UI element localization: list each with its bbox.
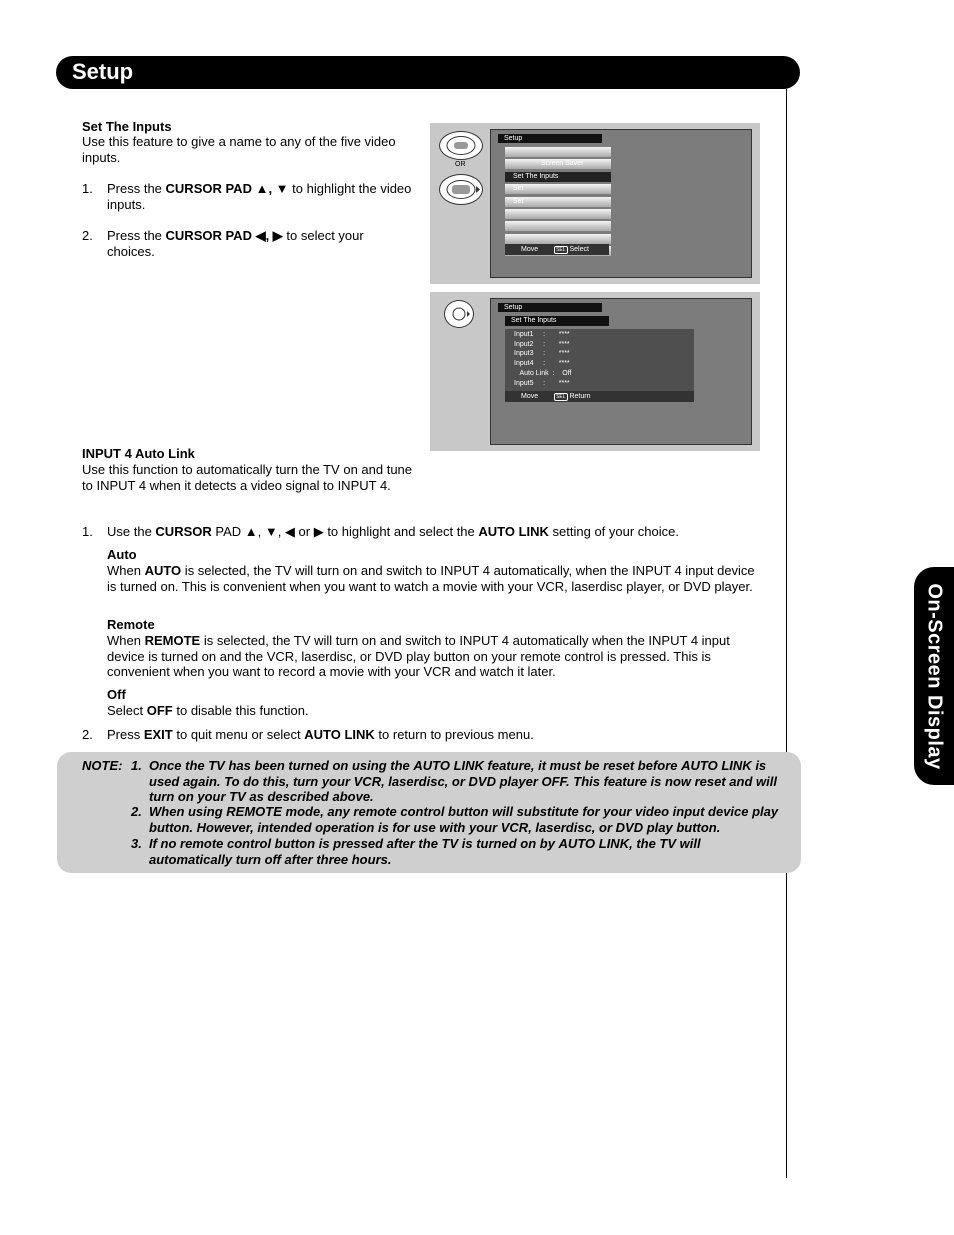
sel-button-icon: SEL bbox=[556, 394, 566, 400]
cursor-pad-horizontal-icon bbox=[439, 174, 483, 205]
option-text-auto: When AUTO is selected, the TV will turn on and switch to INPUT 4 automatically, when the INPUT 4 input device is turned on. This is convenient when you want to watch a movie with your VCR, laserdisc player, or DVD player. bbox=[107, 563, 755, 594]
osd1-menu-title: Setup bbox=[498, 134, 602, 143]
note-item: When using REMOTE mode, any remote control button will substitute for your video input device play button. However, intended operation is for use with your VCR, laserdisc, or DVD play button. bbox=[149, 804, 779, 835]
osd2-submenu-title: Set The Inputs bbox=[505, 316, 609, 326]
option-heading-off: Off bbox=[107, 687, 126, 702]
note-label: NOTE: bbox=[82, 758, 123, 773]
note-number: 2. bbox=[131, 804, 142, 819]
osd1-menu-row: Set bbox=[505, 197, 611, 207]
option-heading-remote: Remote bbox=[107, 617, 155, 632]
osd1-move-label: Move bbox=[521, 246, 539, 253]
step-number: 1. bbox=[82, 524, 93, 539]
option-text-remote: When REMOTE is selected, the TV will turn on and switch to INPUT 4 automatically when the INPUT 4 input device is turned on and the VCR, laserdisc, or DVD play button on your remote control is pressed. This is convenient when you want to record a movie with your VCR and watch it later. bbox=[107, 633, 730, 679]
osd1-select-label: Select bbox=[569, 246, 589, 253]
header-bar bbox=[56, 56, 800, 89]
osd2-input-list bbox=[505, 329, 694, 391]
osd2-menu-title: Setup bbox=[498, 303, 602, 312]
option-heading-auto: Auto bbox=[107, 547, 137, 562]
osd1-menu-row-selected: Set The Inputs bbox=[505, 172, 611, 182]
option-text-off: Select OFF to disable this function. bbox=[107, 703, 309, 718]
osd2-return-label: Return bbox=[569, 393, 591, 400]
side-tab-label-wrap bbox=[914, 567, 954, 785]
sel-button-icon: SEL bbox=[556, 247, 566, 253]
osd1-menu-row bbox=[505, 147, 611, 157]
step-number: 2. bbox=[82, 727, 93, 742]
osd2-input-line: Input5 : **** bbox=[514, 379, 570, 387]
osd2-footer bbox=[505, 391, 694, 402]
page-title: Setup bbox=[72, 59, 134, 84]
note-item: If no remote control button is pressed after the TV is turned on by AUTO LINK, the TV will automatically turn off after three hours. bbox=[149, 836, 701, 867]
osd2-auto-link-line: Auto Link : Off bbox=[514, 369, 572, 377]
osd2-input-line: Input1 : **** bbox=[514, 331, 570, 338]
osd2-input-line: Input4 : **** bbox=[514, 360, 570, 368]
osd1-menu-list bbox=[505, 147, 611, 259]
auto-link-step-1: Use the CURSOR PAD ▲, ▼, ◀ or ▶ to highlight and select the AUTO LINK setting of your choice. bbox=[107, 524, 679, 539]
step-number: 2. bbox=[82, 228, 93, 243]
note-number: 1. bbox=[131, 758, 142, 773]
osd1-menu-row: Screen Saver bbox=[505, 159, 611, 169]
osd1-menu-row bbox=[505, 209, 611, 219]
cursor-pad-icon bbox=[444, 300, 474, 328]
section-heading-auto-link: INPUT 4 Auto Link bbox=[82, 446, 195, 461]
osd1-footer bbox=[505, 244, 609, 255]
auto-link-step-2: Press EXIT to quit menu or select AUTO LINK to return to previous menu. bbox=[107, 727, 534, 742]
osd1-menu-row bbox=[505, 221, 611, 231]
section-heading-set-inputs: Set The Inputs bbox=[82, 119, 172, 134]
note-item: Once the TV has been turned on using the AUTO LINK feature, it must be reset before AUTO LINK is used again. To do this, turn your VCR, laserdisc, or DVD player OFF. This feature is now reset and will turn on your TV as described above. bbox=[149, 758, 777, 804]
osd2-move-label: Move bbox=[521, 393, 539, 400]
note-number: 3. bbox=[131, 836, 142, 851]
osd1-menu-row bbox=[505, 234, 611, 244]
step-text: Press the CURSOR PAD ▲, ▼ to highlight the video inputs. bbox=[107, 181, 412, 212]
osd1-menu-row: Set bbox=[505, 184, 611, 194]
cursor-pad-vertical-icon bbox=[439, 131, 483, 160]
auto-link-intro: Use this function to automatically turn the TV on and tune to INPUT 4 when it detects a video signal to INPUT 4. bbox=[82, 462, 413, 493]
step-number: 1. bbox=[82, 181, 93, 196]
osd2-input-line: Input3 : **** bbox=[514, 350, 570, 358]
step-text: Press the CURSOR PAD ◀, ▶ to select your choices. bbox=[107, 228, 364, 259]
osd2-input-line: Input2 : **** bbox=[514, 340, 570, 348]
or-label: OR bbox=[455, 161, 466, 168]
set-inputs-intro: Use this feature to give a name to any of the five video inputs. bbox=[82, 134, 396, 165]
margin-rule bbox=[786, 89, 787, 1178]
side-tab-label: On-Screen Display bbox=[923, 582, 946, 770]
